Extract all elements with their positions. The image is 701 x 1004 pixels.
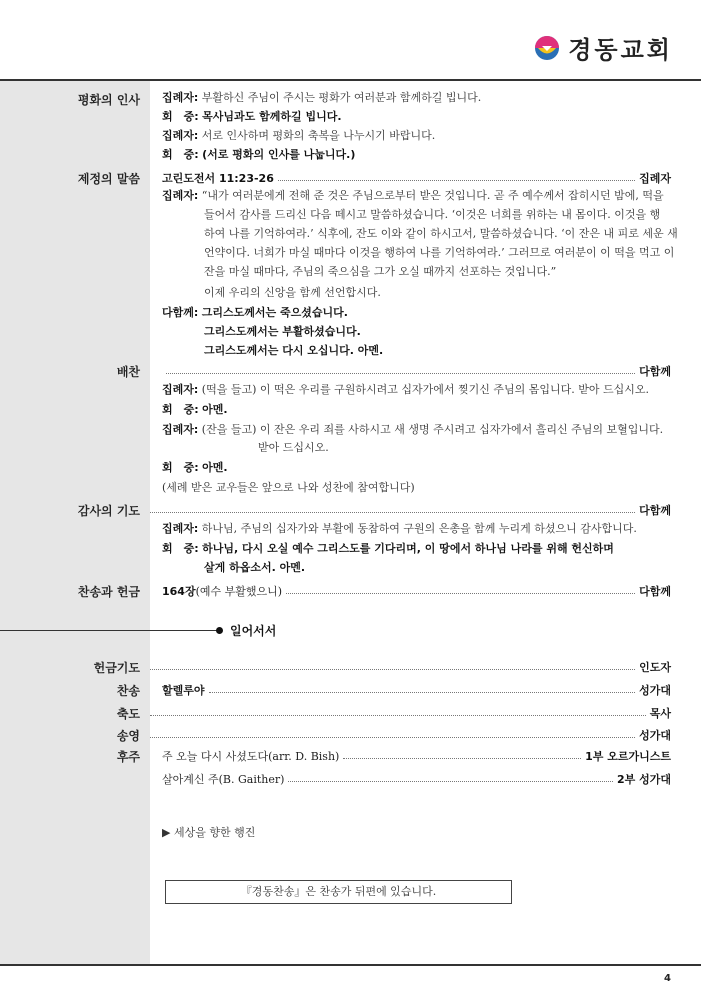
institution-all-2: 그리스도께서는 부활하셨습니다. (204, 325, 361, 338)
thanks-line-2: 회 중: 하나님, 다시 오실 예수 그리스도를 기다리며, 이 땅에서 하나님 나라를 위해 헌신하며 (162, 542, 614, 555)
communion-label: 배찬 (116, 365, 140, 379)
section-bullet-icon (216, 627, 223, 634)
postlude-piece-1: 주 오늘 다시 사셨도다(arr. D. Bish) (162, 750, 340, 763)
dot-leader (288, 781, 613, 782)
dot-leader (150, 669, 635, 670)
institution-leader: 집례자 (639, 172, 671, 185)
institution-text-4: 언약이다. 너희가 마실 때마다 이것을 행하여 나를 기억하여라.’ 그러므로 여러분이 이 떡을 먹고 이 (204, 246, 675, 259)
dot-leader (166, 373, 635, 374)
postlude-row-2 (162, 771, 671, 787)
thanks-line-2-cont: 살게 하옵소서. 아멘. (204, 561, 306, 574)
thanks-row (146, 502, 671, 518)
institution-all-1: 다함께: 그리스도께서는 죽으셨습니다. (162, 306, 348, 319)
hymn-label: 찬송과 헌금 (77, 585, 140, 599)
postlude-performer-2: 2부 성가대 (617, 773, 671, 786)
thanks-line-1: 집례자: 하나님, 주님의 십자가와 부활에 동참하여 구원의 은총을 함께 누리게 하셨으니 감사합니다. (162, 522, 637, 535)
postlude-label: 후주 (116, 750, 140, 764)
institution-row (162, 170, 671, 186)
benediction-right: 목사 (649, 707, 671, 720)
anthem-row (162, 682, 671, 698)
communion-line-3-cont: 받아 드십시오. (258, 441, 329, 454)
communion-line-3: 집례자: (잔을 들고) 이 잔은 우리 죄를 사하시고 새 생명 주시려고 십자가에서 흘리신 주님의 보혈입니다. (162, 423, 664, 436)
thanks-right: 다함께 (639, 504, 671, 517)
dot-leader (343, 758, 581, 759)
section-title: 일어서서 (230, 624, 277, 638)
hymn-row (162, 583, 671, 599)
institution-label: 제정의 말씀 (77, 172, 140, 186)
communion-line-1: 집례자: (떡을 들고) 이 떡은 우리를 구원하시려고 십자가에서 찢기신 주님의 몸입니다. 받아 드십시오. (162, 383, 649, 396)
header (534, 30, 673, 65)
benediction-label: 축도 (116, 707, 140, 721)
page-number: 4 (664, 973, 671, 984)
institution-text-5: 잔을 마실 때마다, 주님의 죽으심을 그가 오실 때까지 선포하는 것입니다.” (204, 265, 557, 278)
institution-text-3: 하여 나를 기억하여라.’ 식후에, 잔도 이와 같이 하시고서, 말씀하셨습니다. ‘이 잔은 내 피로 세운 새 (204, 227, 678, 240)
anthem-label: 찬송 (116, 684, 140, 698)
sending-line: ▶ 세상을 향한 행진 (162, 826, 256, 839)
response-right: 성가대 (639, 729, 671, 742)
dot-leader (150, 512, 635, 513)
dot-leader (209, 692, 636, 693)
institution-reference: 고린도전서 11:23-26 (162, 172, 274, 185)
hymn-right: 다함께 (639, 585, 671, 598)
greeting-line-4: 회 중: (서로 평화의 인사를 나눕니다.) (162, 148, 356, 161)
hymnal-note-box: 『경동찬송』은 찬송가 뒤편에 있습니다. (165, 880, 512, 904)
offering-prayer-right: 인도자 (639, 661, 671, 674)
communion-right: 다함께 (639, 365, 671, 378)
dot-leader (286, 593, 635, 594)
dot-leader (150, 737, 635, 738)
postlude-performer-1: 1부 오르가니스트 (585, 750, 671, 763)
institution-text-1: 집례자: “내가 여러분에게 전해 준 것은 주님으로부터 받은 것입니다. 곧 주 예수께서 잡히시던 밤에, 떡을 (162, 189, 664, 202)
dot-leader (278, 180, 635, 181)
hymn-title: (예수 부활했으니) (195, 585, 283, 598)
postlude-row-1 (162, 748, 671, 764)
communion-line-2: 회 중: 아멘. (162, 403, 228, 416)
benediction-row (146, 705, 671, 721)
bottom-rule (0, 964, 701, 966)
offering-prayer-label: 헌금기도 (93, 661, 140, 675)
institution-text-2: 들어서 감사를 드리신 다음 떼시고 말씀하셨습니다. ‘이것은 너희를 위하는 내 몸이다. 이것을 행 (204, 208, 661, 221)
anthem-title: 할렐루야 (162, 684, 205, 697)
offering-prayer-row (146, 659, 671, 675)
response-row (146, 727, 671, 743)
dot-leader (150, 715, 646, 716)
greeting-label: 평화의 인사 (77, 93, 140, 107)
response-label: 송영 (116, 729, 140, 743)
communion-line-4: 회 중: 아멘. (162, 461, 228, 474)
communion-row (162, 363, 671, 379)
postlude-piece-2: 살아계신 주(B. Gaither) (162, 773, 285, 786)
institution-text-6: 이제 우리의 신앙을 함께 선언합시다. (204, 286, 381, 299)
thanks-label: 감사의 기도 (77, 504, 140, 518)
communion-note: (세례 받은 교우들은 앞으로 나와 성찬에 참여합니다) (162, 481, 415, 494)
greeting-line-2: 회 중: 목사님과도 함께하길 빕니다. (162, 110, 342, 123)
greeting-line-1: 집례자: 부활하신 주님이 주시는 평화가 여러분과 함께하길 빕니다. (162, 91, 482, 104)
section-rule (0, 630, 219, 631)
church-name: 경동교회 (568, 36, 673, 64)
sidebar-background (0, 81, 150, 965)
institution-all-3: 그리스도께서는 다시 오십니다. 아멘. (204, 344, 384, 357)
church-logo-icon (534, 35, 560, 61)
top-rule (0, 79, 701, 81)
greeting-line-3: 집례자: 서로 인사하며 평화의 축복을 나누시기 바랍니다. (162, 129, 436, 142)
hymn-number: 164장 (162, 585, 196, 598)
anthem-right: 성가대 (639, 684, 671, 697)
